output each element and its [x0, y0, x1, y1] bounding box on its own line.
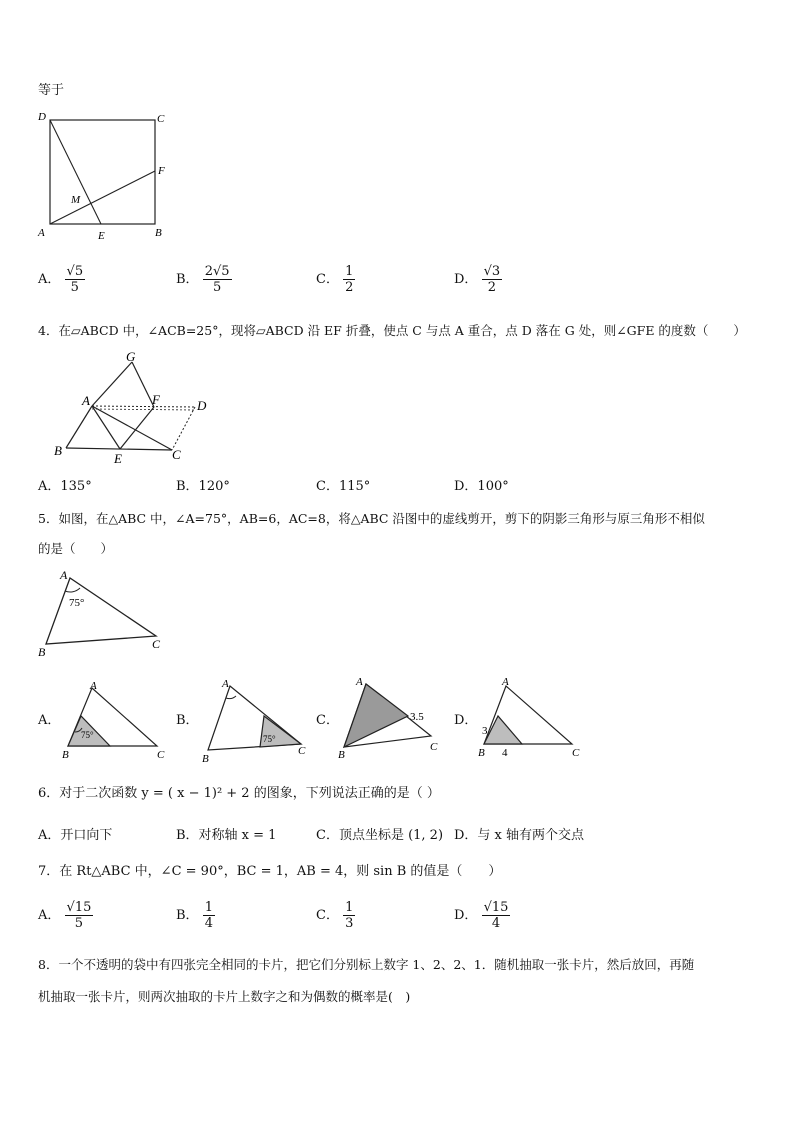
- q4-label-G: G: [126, 352, 136, 364]
- q3-option-b-num: 2√5: [204, 264, 230, 279]
- q7-option-a: [38, 900, 93, 931]
- q6-option-d: D．与 x 轴有两个交点: [454, 828, 585, 843]
- q3-label-F: F: [158, 165, 165, 177]
- q5-label-B: B: [38, 645, 46, 659]
- q8-stem-line2: 机抽取一张卡片，则两次抽取的卡片上数字之和为偶数的概率是( ): [38, 989, 411, 1004]
- q3-option-d-num: √3: [483, 264, 501, 279]
- q5-d-label-A: A: [502, 676, 509, 688]
- q5-option-c-figure: [336, 672, 448, 762]
- q3-option-c-den: 2: [345, 280, 354, 295]
- q7-option-b-letter: B．: [176, 908, 199, 923]
- q3-option-c: [316, 264, 355, 295]
- q7-option-d-den: 4: [491, 916, 501, 931]
- q5-a-label-A: A: [90, 680, 97, 692]
- q4-label-A: A: [82, 393, 90, 408]
- q4-option-d: D．100°: [454, 479, 509, 494]
- q5-a-angle: 75°: [81, 730, 94, 740]
- q4-label-E: E: [114, 451, 122, 464]
- q5-label-A: A: [60, 568, 68, 582]
- q3-option-c-num: 1: [345, 264, 354, 279]
- q6-option-b: B．对称轴 x = 1: [176, 828, 277, 843]
- q3-option-b-letter: B．: [176, 272, 199, 287]
- q4-figure: [52, 352, 222, 464]
- q6-stem: 6．对于二次函数 y = ( x − 1)² + 2 的图象，下列说法正确的是（ ）: [38, 786, 440, 801]
- q5-a-label-B: B: [62, 749, 69, 761]
- q7-option-b: [176, 900, 215, 931]
- q3-label-M: M: [71, 194, 81, 206]
- q8-stem-line1: 8．一个不透明的袋中有四张完全相同的卡片，把它们分别标上数字 1、2、2、1．随机抽取一张卡片，然后放回，再随: [38, 957, 695, 972]
- q3-option-d-letter: D．: [454, 272, 478, 287]
- q7-option-a-num: √15: [66, 900, 92, 915]
- q3-label-C: C: [157, 113, 165, 125]
- q5-b-label-A: A: [222, 678, 229, 690]
- q3-square: [50, 120, 155, 224]
- q7-option-d-letter: D．: [454, 908, 478, 923]
- q5-option-a-letter: A．: [38, 713, 61, 728]
- q5-c-label-B: B: [338, 749, 345, 761]
- q3-option-a-den: 5: [70, 280, 79, 295]
- q5-d-label-C: C: [572, 747, 580, 759]
- q7-option-c-letter: C．: [316, 908, 339, 923]
- q5-c-len: 3.5: [410, 711, 424, 723]
- q5-option-d-figure: [474, 672, 590, 764]
- q3-line-AF: [50, 171, 155, 224]
- q3-figure: [34, 108, 174, 244]
- q7-option-a-letter: A．: [38, 908, 61, 923]
- q3-option-d-den: 2: [487, 280, 496, 295]
- q7-option-d: [454, 900, 510, 931]
- q5-option-d-letter: D．: [454, 713, 478, 728]
- q3-option-a-num: √5: [66, 264, 84, 279]
- q5-a-label-C: C: [157, 749, 165, 761]
- q5-stem-line2: 的是（ ）: [38, 541, 114, 556]
- q3-label-D: D: [38, 111, 46, 123]
- q5-b-label-C: C: [298, 745, 306, 757]
- q7-option-a-den: 5: [74, 916, 84, 931]
- q4-label-F: F: [152, 392, 160, 407]
- q5-figure: [34, 566, 174, 660]
- q4-option-c: C．115°: [316, 479, 371, 494]
- q7-option-d-num: √15: [483, 900, 509, 915]
- q5-d-label-B: B: [478, 747, 485, 759]
- q6-option-a: A．开口向下: [38, 828, 113, 843]
- q4-option-b: B．120°: [176, 479, 230, 494]
- q5-stem-line1: 5．如图，在△ABC 中，∠A=75°，AB=6，AC=8，将△ABC 沿图中的虚线剪开，剪下的阴影三角形与原三角形不相似: [38, 511, 705, 526]
- q5-label-angle: 75°: [69, 597, 85, 609]
- q3-option-c-letter: C．: [316, 272, 339, 287]
- q5-option-c-letter: C．: [316, 713, 339, 728]
- q4-stem: 4．在▱ABCD 中，∠ACB=25°，现将▱ABCD 沿 EF 折叠，使点 C 与点 A 重合，点 D 落在 G 处，则∠GFE 的度数（ ）: [38, 323, 746, 338]
- q5-b-angle: 75°: [263, 734, 276, 744]
- q3-label-A: A: [38, 227, 45, 239]
- q4-label-D: D: [197, 398, 207, 413]
- q3-option-a: [38, 264, 85, 295]
- q3-option-b-den: 5: [212, 280, 222, 295]
- q6-option-c: C．顶点坐标是 (1, 2): [316, 828, 444, 843]
- q3-option-b: [176, 264, 232, 295]
- q4-label-C: C: [172, 447, 181, 462]
- q7-option-c-den: 3: [345, 916, 354, 931]
- q7-option-b-num: 1: [204, 900, 213, 915]
- q5-d-len2: 4: [502, 747, 508, 759]
- q4-option-a: A．135°: [38, 479, 92, 494]
- q3-label-B: B: [155, 227, 162, 239]
- q5-c-label-C: C: [430, 741, 438, 753]
- q5-option-b-figure: [198, 676, 318, 764]
- q7-stem: 7．在 Rt△ABC 中，∠C = 90°，BC = 1，AB = 4，则 sin B 的值是（ ）: [38, 864, 502, 879]
- q5-b-label-B: B: [202, 753, 209, 764]
- q5-option-a-figure: [60, 676, 170, 762]
- q3-tail-text: 等于: [38, 83, 65, 98]
- q7-option-c: [316, 900, 355, 931]
- q5-d-len1: 3: [482, 725, 488, 737]
- q5-option-b-letter: B．: [176, 713, 199, 728]
- q3-option-d: [454, 264, 502, 295]
- q3-option-a-letter: A．: [38, 272, 61, 287]
- q3-label-E: E: [98, 230, 105, 242]
- q7-option-b-den: 4: [204, 916, 213, 931]
- q4-label-B: B: [54, 443, 62, 458]
- q5-label-C: C: [152, 637, 161, 651]
- q5-c-label-A: A: [356, 676, 363, 688]
- q7-option-c-num: 1: [345, 900, 354, 915]
- q3-line-DE: [50, 120, 101, 224]
